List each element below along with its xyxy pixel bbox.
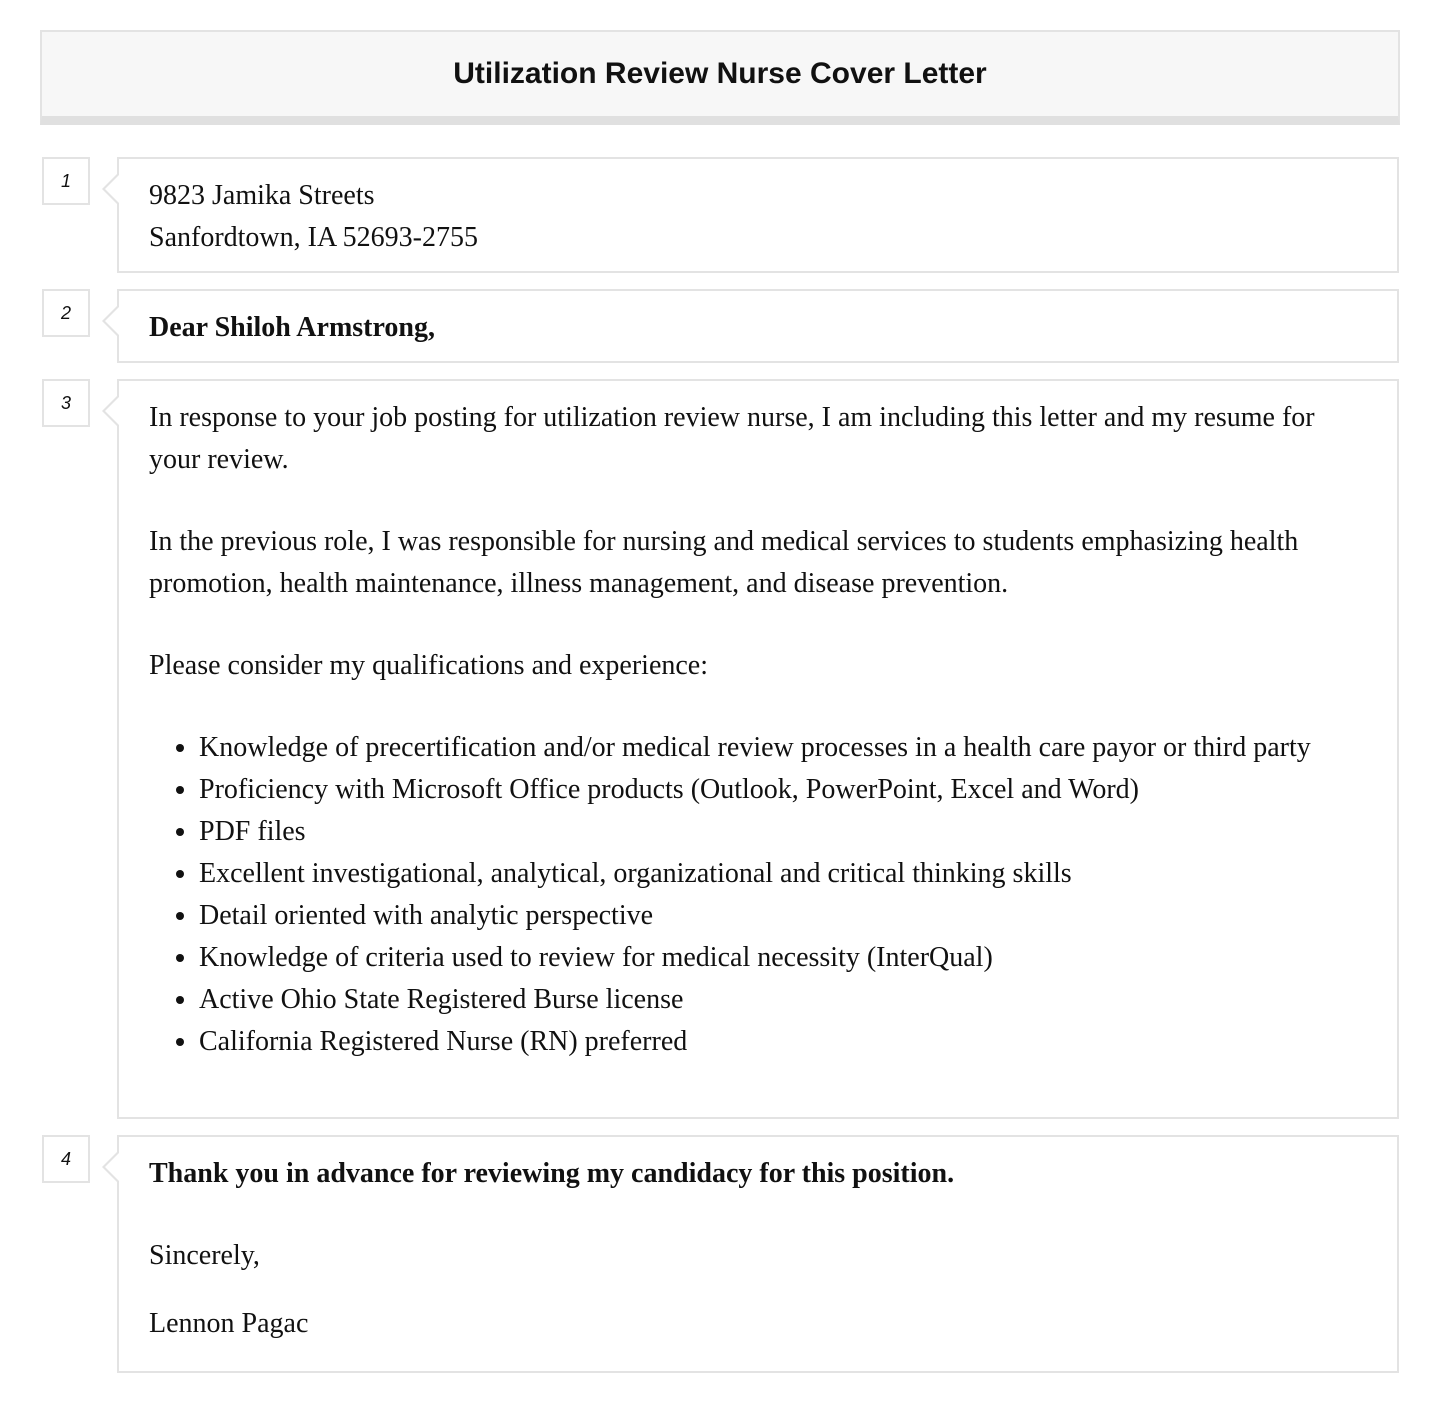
intro-paragraph: In response to your job posting for utilization review nurse, I am including this letter and my resume for your review. <box>149 402 1315 475</box>
greeting: Dear Shiloh Armstrong, <box>149 312 435 343</box>
list-item: • Proficiency with Microsoft Office products (Outlook, PowerPoint, Excel and Word) <box>199 769 1367 811</box>
qualifications-list <box>149 727 1367 1063</box>
thanks-text: Thank you in advance for reviewing my candidacy for this position. <box>149 1158 955 1189</box>
closing-card <box>117 1135 1399 1373</box>
list-item: • Knowledge of precertification and/or medical review processes in a health care payor or third party <box>199 727 1367 769</box>
previous-role-paragraph: In the previous role, I was responsible for nursing and medical services to students emphasizing health promotion, health maintenance, illness management, and disease prevention. <box>149 526 1299 599</box>
section-number: 3 <box>42 379 90 427</box>
greeting-card <box>117 289 1399 363</box>
list-item: • Active Ohio State Registered Burse license <box>199 979 1367 1021</box>
list-item: • PDF files <box>199 811 1367 853</box>
section-number: 2 <box>42 289 90 337</box>
list-item: • Excellent investigational, analytical, organizational and critical thinking skills <box>199 853 1367 895</box>
list-intro: Please consider my qualifications and experience: <box>149 650 709 681</box>
list-item: • Knowledge of criteria used to review for medical necessity (InterQual) <box>199 937 1367 979</box>
address-card <box>117 157 1399 273</box>
list-item: • California Registered Nurse (RN) preferred <box>199 1021 1367 1063</box>
address-line-2: Sanfordtown, IA 52693-2755 <box>149 222 478 253</box>
section-number: 1 <box>42 157 90 205</box>
page-title: Utilization Review Nurse Cover Letter <box>453 57 987 90</box>
list-item: • Detail oriented with analytic perspective <box>199 895 1367 937</box>
signature: Lennon Pagac <box>149 1308 309 1339</box>
page-header <box>40 30 1400 125</box>
body-card <box>117 379 1399 1119</box>
closing-text: Sincerely, <box>149 1240 260 1271</box>
address-line-1: 9823 Jamika Streets <box>149 180 375 211</box>
section-number: 4 <box>42 1135 90 1183</box>
